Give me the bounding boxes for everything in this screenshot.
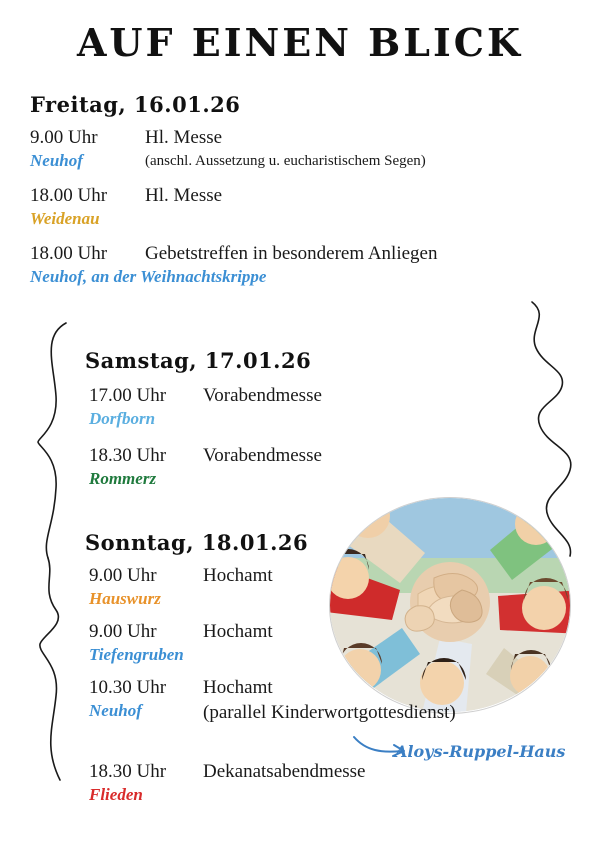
- entry-time: 18.00 Uhr: [30, 243, 108, 264]
- entry-description: Hl. Messe: [145, 185, 223, 206]
- entry-place: Tiefengruben: [89, 645, 184, 664]
- schedule-entry: [30, 243, 570, 299]
- entry-place: Dorfborn: [89, 409, 156, 428]
- entry-description: Vorabendmesse: [203, 445, 322, 466]
- entry-place: Weidenau: [30, 209, 100, 228]
- entry-time: 9.00 Uhr: [30, 127, 98, 148]
- entry-description: Hochamt: [203, 565, 273, 586]
- day-heading-freitag: Freitag, 16.01.26: [30, 92, 241, 117]
- entry-time: 18.30 Uhr: [89, 445, 167, 466]
- entry-description: Hochamt: [203, 621, 273, 642]
- schedule-entry: [30, 127, 570, 185]
- schedule-entry: [85, 445, 555, 503]
- entry-description: Vorabendmesse: [203, 385, 322, 406]
- day-section-sonntag: [85, 530, 555, 817]
- page-title: AUF EINEN BLICK: [76, 20, 524, 65]
- day-heading-samstag: Samstag, 17.01.26: [85, 348, 312, 373]
- entry-place: Neuhof, an der Weihnachtskrippe: [30, 267, 267, 286]
- entry-place: Hauswurz: [89, 589, 161, 608]
- schedule-entry: [85, 621, 555, 677]
- entry-time: 9.00 Uhr: [89, 621, 157, 642]
- entry-time: 17.00 Uhr: [89, 385, 167, 406]
- entry-place: Rommerz: [89, 469, 157, 488]
- day-heading-sonntag: Sonntag, 18.01.26: [85, 530, 309, 555]
- entry-time: 9.00 Uhr: [89, 565, 157, 586]
- schedule-entry: [85, 565, 555, 621]
- entry-description: Hl. Messe: [145, 127, 223, 148]
- entry-place: Neuhof: [30, 151, 83, 170]
- arrow-annotation-label: Aloys-Ruppel-Haus: [395, 742, 566, 761]
- day-section-samstag: [85, 348, 555, 503]
- entry-description: Gebetstreffen in besonderem Anliegen: [145, 243, 438, 264]
- entry-place: Flieden: [89, 785, 143, 804]
- entry-note: (parallel Kinderwortgottesdienst): [203, 702, 456, 723]
- entry-time: 10.30 Uhr: [89, 677, 167, 698]
- entry-description: Hochamt: [203, 677, 273, 698]
- entry-time: 18.30 Uhr: [89, 761, 167, 782]
- schedule-entry: [85, 385, 555, 445]
- entry-place: Neuhof: [89, 701, 142, 720]
- entry-time: 18.00 Uhr: [30, 185, 108, 206]
- schedule-entry: [85, 761, 555, 817]
- day-section-freitag: [30, 92, 570, 299]
- entry-description: Dekanatsabendmesse: [203, 761, 366, 782]
- schedule-entry: [30, 185, 570, 243]
- entry-note: (anschl. Aussetzung u. eucharistischem Segen): [145, 153, 426, 169]
